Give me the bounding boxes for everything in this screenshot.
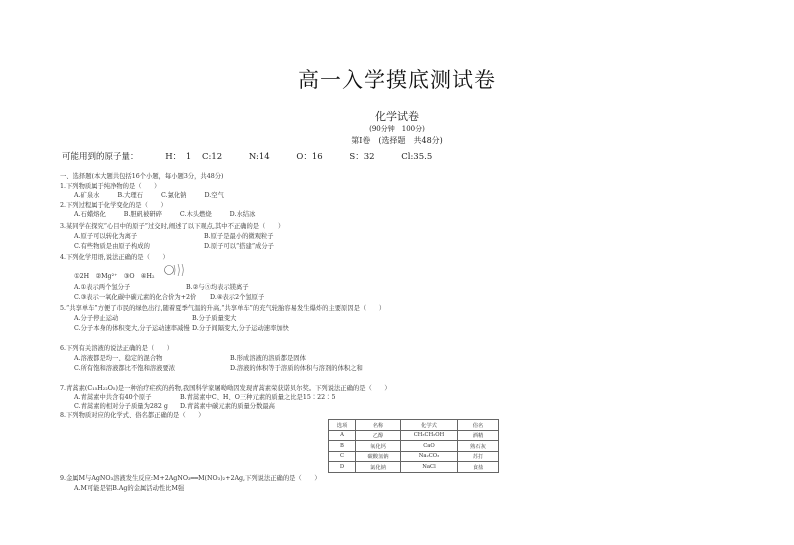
option: C.③表示一氧化碳中碳元素的化合价为+2价 (74, 294, 197, 301)
question-2: 2.下列过程属于化学变化的是（ ） (60, 202, 167, 209)
option: B.②与⑤均表示镁离子 (186, 284, 249, 291)
table-cell: 氯化钠 (356, 462, 401, 473)
option: B.分子质量变大 (192, 315, 237, 322)
option: D.空气 (204, 192, 224, 199)
table-cell: NaCl (401, 462, 458, 473)
table-header: 选项 (329, 420, 356, 431)
question-3: 3.某同学在探究“心目中的原子”过交时,阐述了以下观点,其中不正确的是（ ） (60, 223, 285, 230)
table-cell: CaO (401, 441, 458, 452)
table-row (329, 430, 499, 441)
question-9-options (74, 484, 184, 493)
option: C.分子本身的体积变大,分子运动速率减慢 (74, 325, 190, 332)
option: A.原子可以转化为离子 (74, 233, 138, 240)
option: B.大理石 (117, 192, 143, 199)
table-cell: Na₂CO₃ (401, 451, 458, 462)
question-4: 4.下列化学用语,说法正确的是（ ） (60, 254, 169, 261)
question-5: 5.“共享单车”方便了市民的绿色出行,随着夏季气温的升高,“共享单车”的充气轮胎容易发生爆炸的主要原因是（ ） (60, 305, 386, 312)
table-cell: 苏打 (458, 451, 499, 462)
option: D.水结冰 (229, 211, 256, 218)
option: D.青蒿素中碳元素的质量分数最高 (180, 403, 275, 410)
atomic-mass-h: H： 1 (165, 152, 192, 162)
table-header-row (329, 420, 499, 431)
volume-heading: 第Ⅰ卷 (选择题 共48分) (351, 136, 443, 145)
option: C.青蒿素的相对分子质量为282 g (74, 403, 168, 410)
section-title: 一、选择题(本大题共包括16个小题，每小题3分，共48分) (60, 173, 224, 180)
table-cell: 酒精 (458, 430, 499, 441)
option: A.M可能是铝 (74, 485, 113, 492)
option: A.溶液都是均一、稳定的混合物 (74, 355, 163, 362)
atomic-mass-cl: Cl:35.5 (401, 152, 433, 162)
table-header: 俗名 (458, 420, 499, 431)
page-title: 高一入学摸底测试卷 (298, 68, 496, 92)
question-1-options (74, 191, 242, 200)
option: B.Ag的金属活动性比M强 (112, 485, 185, 492)
question-1: 1.下列物质属于纯净物的是（ ） (60, 183, 161, 190)
option: D.④表示2个氢原子 (210, 294, 265, 301)
option: C.有些物质是由原子构成的 (74, 243, 150, 250)
question-7: 7.青蒿素(C₁₅H₂₂O₅)是一种治疗疟疾的药物,我国科学家屠呦呦因发现青蒿素荣获诺贝尔奖。下列说法正确的是（ ） (60, 385, 391, 392)
option: B.原子是最小的微观粒子 (204, 233, 274, 240)
question-9: 9.金属M与AgNO₃溶液发生反应:M+2AgNO₃══M(NO₃)₂+2Ag,下列说法正确的是（ ） (60, 475, 321, 482)
option: A.分子停止运动 (74, 315, 119, 322)
option: A.①表示两个氢分子 (74, 284, 131, 291)
table-row (329, 441, 499, 452)
table-row (329, 462, 499, 473)
atomic-mass-n: N:14 (248, 152, 270, 162)
question-2-options (74, 210, 273, 219)
atom-structure-diagram (164, 263, 186, 277)
table-cell: 熟石灰 (458, 441, 499, 452)
question-8: 8.下列物质对应的化学式、俗名都正确的是（ ） (60, 412, 205, 419)
table-header: 化学式 (401, 420, 458, 431)
table-cell: C (329, 451, 356, 462)
option: A.矿泉水 (74, 192, 100, 199)
table-cell: 乙醇 (356, 430, 401, 441)
subject-title: 化学试卷 (375, 110, 419, 123)
option: D.原子可以“搭建”成分子 (204, 243, 274, 250)
table-header: 名称 (356, 420, 401, 431)
table-row (329, 451, 499, 462)
option: C.木头燃烧 (179, 211, 212, 218)
atomic-mass-c: C:12 (201, 152, 223, 162)
table-cell: B (329, 441, 356, 452)
question-6: 6.下列有关溶液的说法正确的是（ ） (60, 345, 174, 352)
option: B.青蒿素中C、H、O三种元素的质量之比是15∶22∶5 (180, 394, 336, 401)
table-cell: A (329, 430, 356, 441)
table-cell: 氧化钙 (356, 441, 401, 452)
atomic-masses-label: 可能用到的原子量： (62, 152, 139, 162)
atomic-masses-line (62, 150, 454, 162)
option: A.石蜡熔化 (74, 211, 106, 218)
atomic-mass-s: S：32 (349, 152, 375, 162)
question-4-symbols: ①2H ②Mg²⁺ ③O ④H₂ (74, 273, 155, 280)
table-cell: CH₃CH₂OH (401, 430, 458, 441)
option: B.形成溶液的溶质都是固体 (230, 355, 306, 362)
time-score: (90分钟 100分) (369, 125, 425, 133)
option: D.溶液的体积等于溶质的体积与溶剂的体积之和 (230, 365, 363, 372)
question-8-table (328, 419, 499, 473)
option: A.青蒿素中共含有40个原子 (74, 394, 152, 401)
option: C.所有饱和溶液都比不饱和溶液要浓 (74, 365, 176, 372)
table-cell: D (329, 462, 356, 473)
table-cell: 食盐 (458, 462, 499, 473)
option: C.氯化钠 (160, 192, 187, 199)
option: B.胆矾被研碎 (123, 211, 162, 218)
table-cell: 碳酸氢钠 (356, 451, 401, 462)
atomic-mass-o: O：16 (296, 152, 323, 162)
option: D.分子间隔变大,分子运动速率加快 (192, 325, 289, 332)
